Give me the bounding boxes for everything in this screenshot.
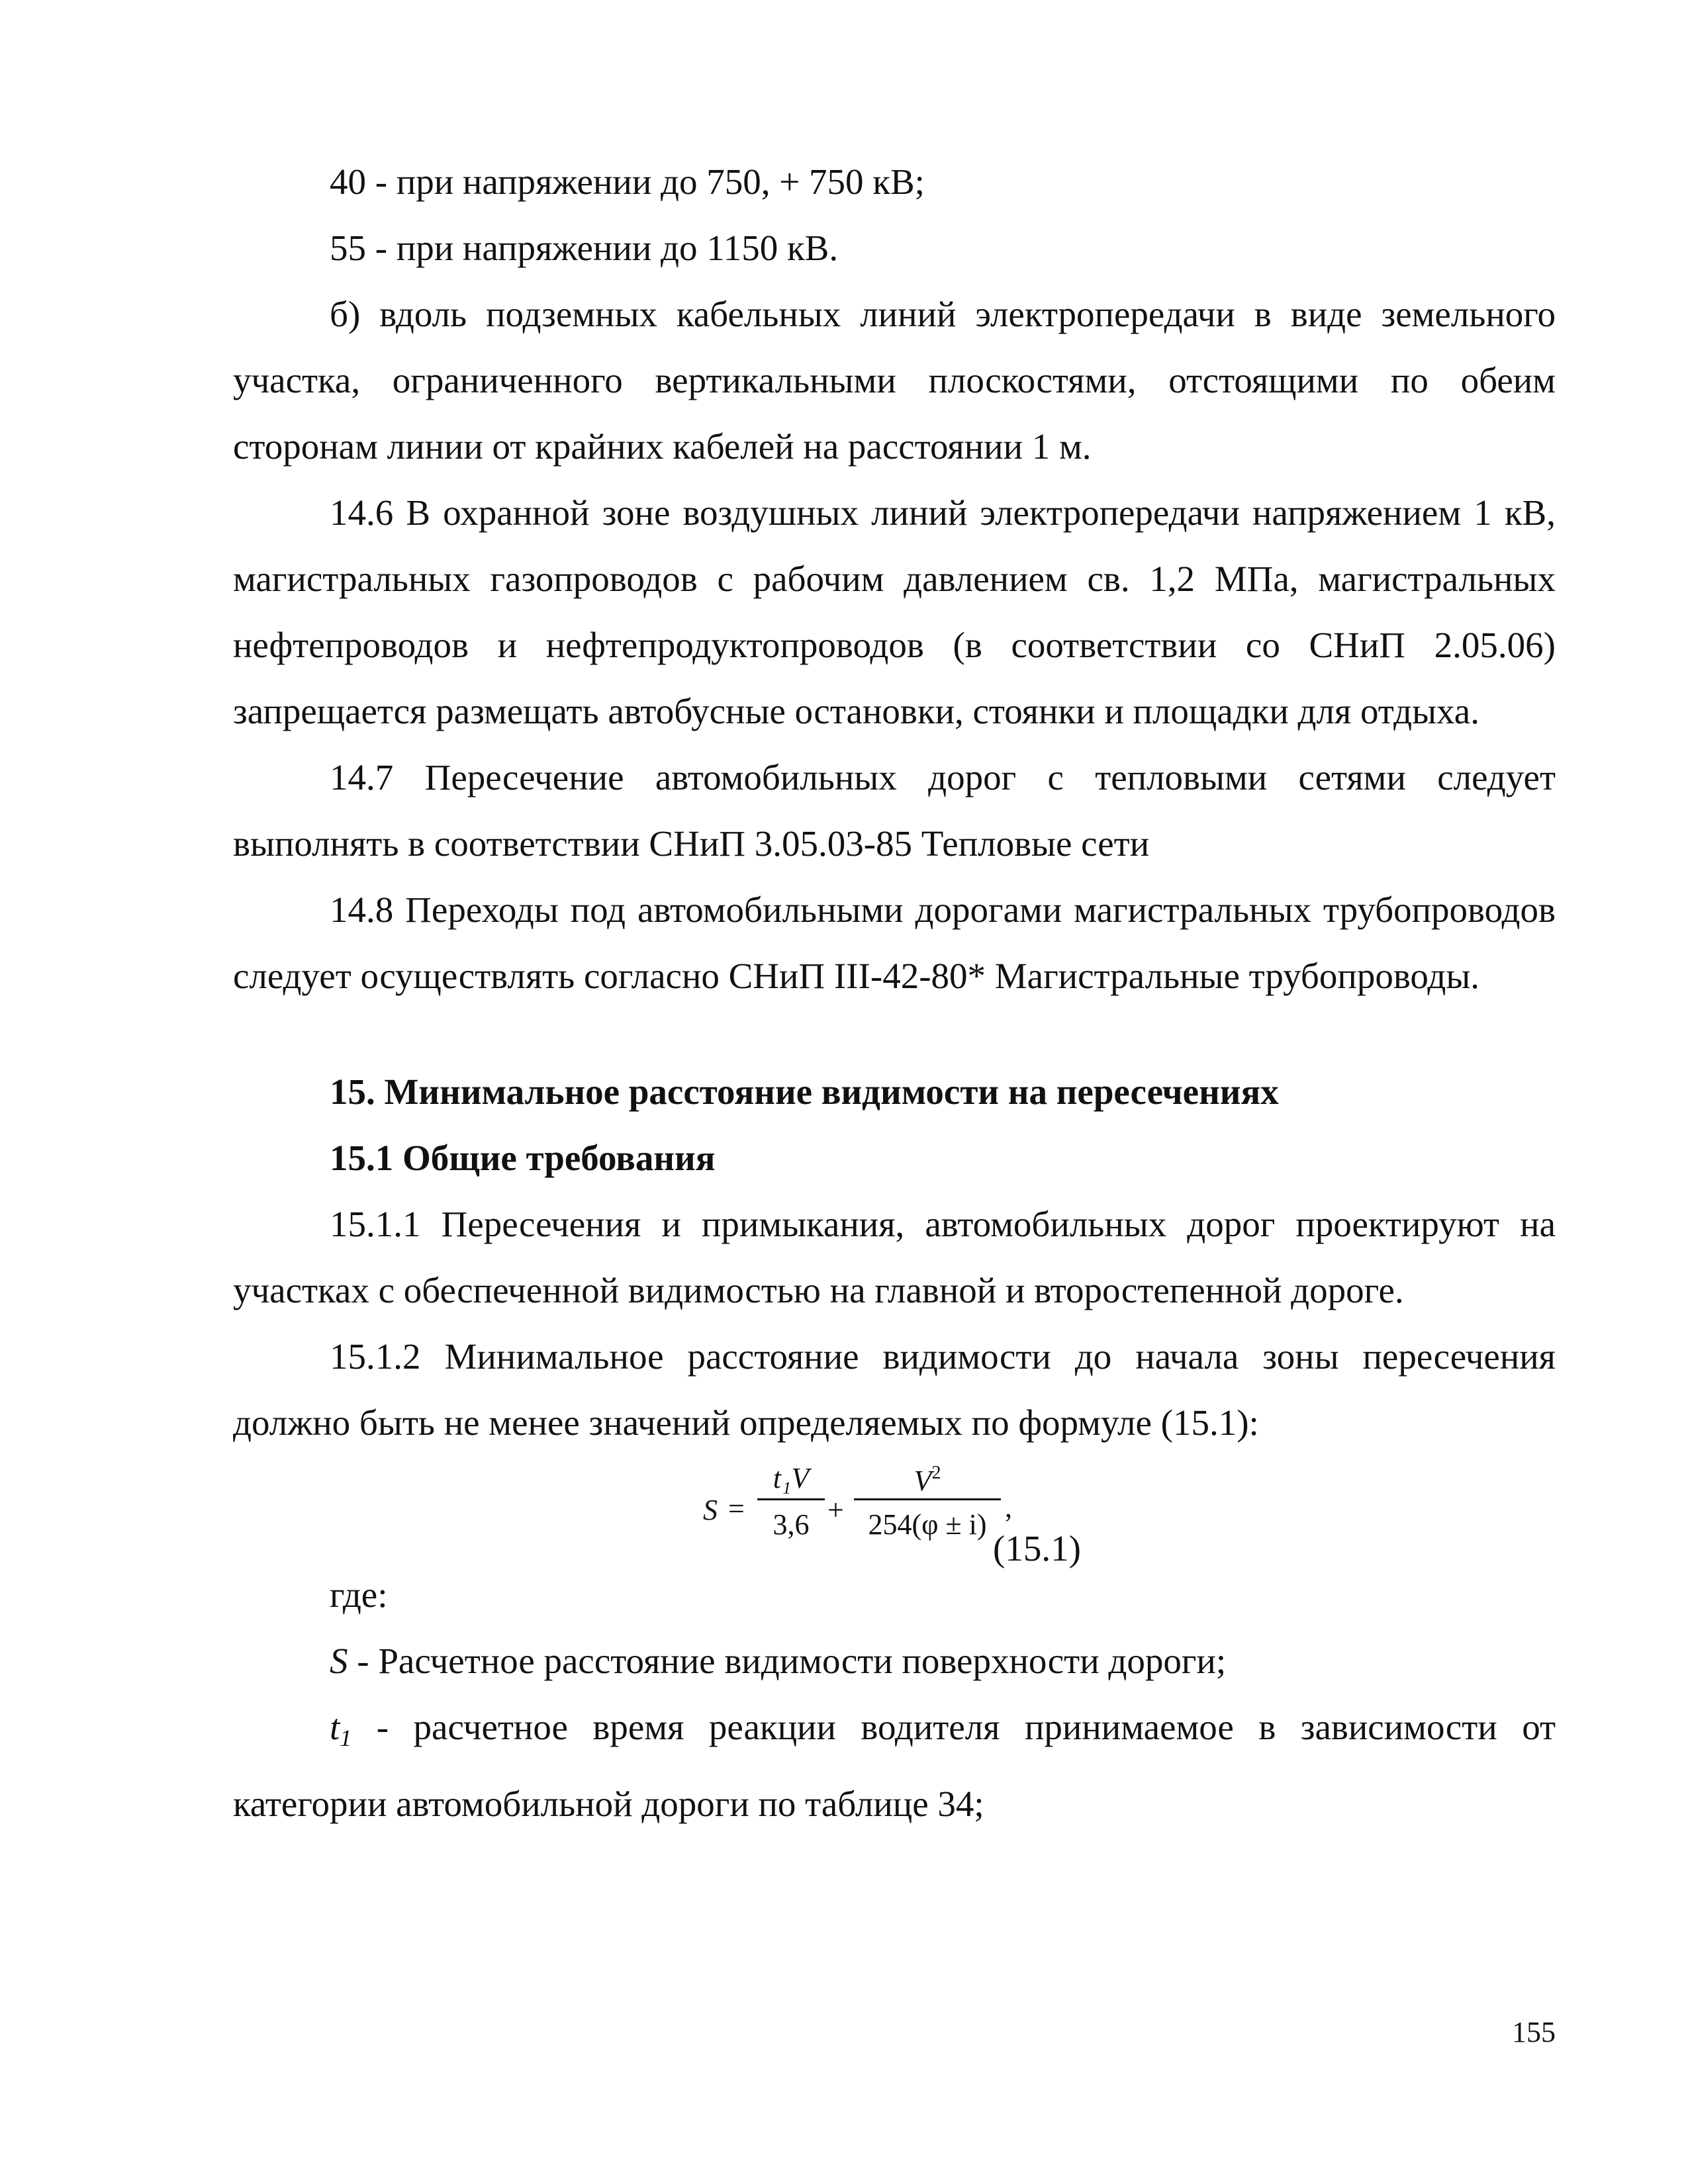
formula-lhs: S [703,1494,718,1526]
formula-fraction-1 [757,1456,825,1549]
definition-s-symbol: S [330,1641,348,1681]
section-spacer [233,1009,1556,1059]
paragraph-14-7: 14.7 Пересечение автомобильных дорог с тепловыми сетями следует выполнять в соответствии СНиП 3.05.03-85 Тепловые сети [233,757,1556,864]
fraction-2-numerator-base: V [914,1465,932,1497]
formula-plus: + [827,1494,844,1526]
fraction-1-bar [757,1498,825,1500]
fraction-2-bar [854,1498,1001,1500]
paragraph-voltage-1150: 55 - при напряжении до 1150 кВ. [330,228,839,268]
page-number: 155 [1512,2016,1556,2048]
section-heading: 15. Минимальное расстояние видимости на пересечениях [330,1071,1279,1112]
paragraph-underground-cables: б) вдоль подземных кабельных линий электропередачи в виде земельного участка, ограниченного вертикальными плоскостями, отстоящими по обеим сторонам линии от крайних кабелей на расстоянии 1 м. [233,294,1556,467]
formula-comma: , [1005,1491,1012,1524]
subsection-heading: 15.1 Общие требования [330,1138,716,1178]
paragraph-14-6: 14.6 В охранной зоне воздушных линий электропередачи напряжением 1 кВ, магистральных газопроводов с рабочим давлением св. 1,2 МПа, магистральных нефтепроводов и нефтепродуктопроводов (в соответствии со СНиП 2.05.06) запрещается размещать автобусные остановки, стоянки и площадки для отдыха. [233,492,1556,731]
page-body [233,149,1556,1837]
where-label: где: [330,1574,388,1615]
fraction-1-numerator: t₁V [773,1462,810,1494]
fraction-2-numerator [854,1464,1001,1496]
paragraph-15-1-2: 15.1.2 Минимальное расстояние видимости до начала зоны пересечения должно быть не менее значений определяемых по формуле (15.1): [233,1336,1556,1443]
formula-equals: = [728,1492,745,1525]
formula-fraction-2 [854,1456,1001,1549]
formula-body [703,1456,1166,1562]
formula-15-1 [233,1456,1556,1569]
definition-s-text: - Расчетное расстояние видимости поверхности дороги; [348,1641,1227,1681]
definition-t-text: - расчетное время реакции водителя принимаемое в зависимости от категории автомобильной дороги по таблице 34; [233,1707,1556,1824]
paragraph-voltage-750: 40 - при напряжении до 750, + 750 кВ; [330,161,925,202]
paragraph-14-8: 14.8 Переходы под автомобильными дорогами магистральных трубопроводов следует осуществлять согласно СНиП III-42-80* Магистральные трубопроводы. [233,889,1556,996]
fraction-1-denominator: 3,6 [773,1508,810,1541]
definition-t-symbol: t [330,1707,340,1747]
definition-t-subscript: 1 [340,1725,352,1751]
fraction-2-numerator-exponent: 2 [931,1463,941,1483]
paragraph-15-1-1: 15.1.1 Пересечения и примыкания, автомобильных дорог проектируют на участках с обеспеченной видимостью на главной и второстепенной дороге. [233,1204,1556,1310]
definition-s [233,1628,1556,1694]
fraction-2-denominator: 254(φ ± i) [868,1508,987,1541]
definition-t1 [233,1694,1556,1837]
formula-label: (15.1) [993,1528,1081,1569]
